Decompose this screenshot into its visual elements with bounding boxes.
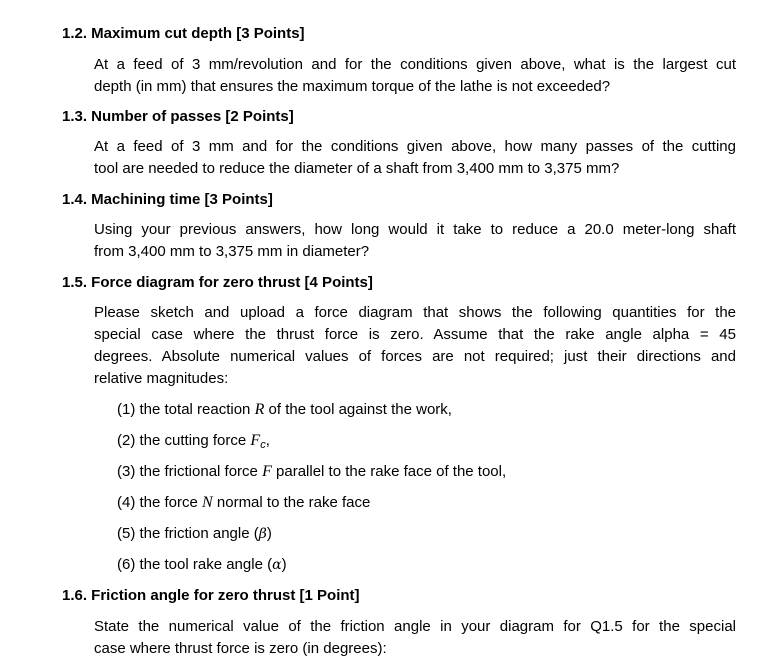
list-item — [117, 555, 287, 575]
list-item-text: (1) the total reaction — [117, 401, 255, 418]
list-item-text: ) — [266, 525, 272, 542]
list-item-text: (2) the cutting force — [117, 432, 251, 449]
text-line: Using your previous answers, how long would it take to reduce a 20.0 meter-long shaft — [94, 221, 736, 238]
text-line: case where thrust force is zero (in degrees): — [94, 640, 387, 657]
symbol: F — [250, 432, 261, 449]
list-item-text: of the tool against the work, — [264, 401, 452, 418]
symbol: R — [254, 401, 265, 418]
list-item — [117, 462, 506, 482]
text-line: State the numerical value of the friction angle in your diagram for Q1.5 for the special — [94, 618, 736, 635]
list-item-text: (5) the friction angle ( — [117, 525, 259, 542]
section-text-1-5 — [94, 302, 736, 390]
section-text-1-6 — [94, 616, 736, 660]
list-item-text: parallel to the rake face of the tool, — [271, 463, 507, 480]
text-line: relative magnitudes: — [94, 370, 229, 387]
list-item — [117, 431, 270, 455]
list-item — [117, 493, 370, 513]
section-heading-1-2: 1.2. Maximum cut depth [3 Points] — [62, 25, 305, 42]
section-text-1-4 — [94, 219, 736, 263]
list-item-text: (3) the frictional force — [117, 463, 263, 480]
list-item — [117, 524, 272, 544]
section-text-1-2 — [94, 54, 736, 98]
list-item — [117, 400, 452, 420]
text-line: from 3,400 mm to 3,375 mm in diameter? — [94, 243, 370, 260]
section-heading-1-3: 1.3. Number of passes [2 Points] — [62, 108, 294, 125]
list-item-text: (4) the force — [117, 494, 203, 511]
symbol: β — [258, 526, 267, 542]
text-line: At a feed of 3 mm and for the conditions given above, how many passes of the cutting — [94, 138, 736, 155]
section-heading-1-4: 1.4. Machining time [3 Points] — [62, 191, 273, 208]
section-text-1-3 — [94, 136, 736, 180]
section-heading-1-5: 1.5. Force diagram for zero thrust [4 Points] — [62, 274, 373, 291]
text-line: Please sketch and upload a force diagram that shows the following quantities for the — [94, 304, 736, 321]
symbol: α — [272, 557, 282, 573]
list-item-text: ) — [281, 556, 287, 573]
symbol: N — [202, 494, 213, 511]
list-item-text: normal to the rake face — [212, 494, 371, 511]
section-heading-1-6: 1.6. Friction angle for zero thrust [1 Point] — [62, 587, 360, 604]
text-line: depth (in mm) that ensures the maximum torque of the lathe is not exceeded? — [94, 78, 611, 95]
list-item-text: (6) the tool rake angle ( — [117, 556, 273, 573]
text-line: degrees. Absolute numerical values of forces are not required; just their directions and — [94, 348, 736, 365]
subscript: c — [260, 439, 266, 451]
list-item-text: , — [265, 432, 270, 449]
text-line: special case where the thrust force is zero. Assume that the rake angle alpha = 45 — [94, 326, 736, 343]
text-line: tool are needed to reduce the diameter of a shaft from 3,400 mm to 3,375 mm? — [94, 160, 620, 177]
symbol: F — [262, 463, 272, 480]
text-line: At a feed of 3 mm/revolution and for the conditions given above, what is the largest cut — [94, 56, 736, 73]
